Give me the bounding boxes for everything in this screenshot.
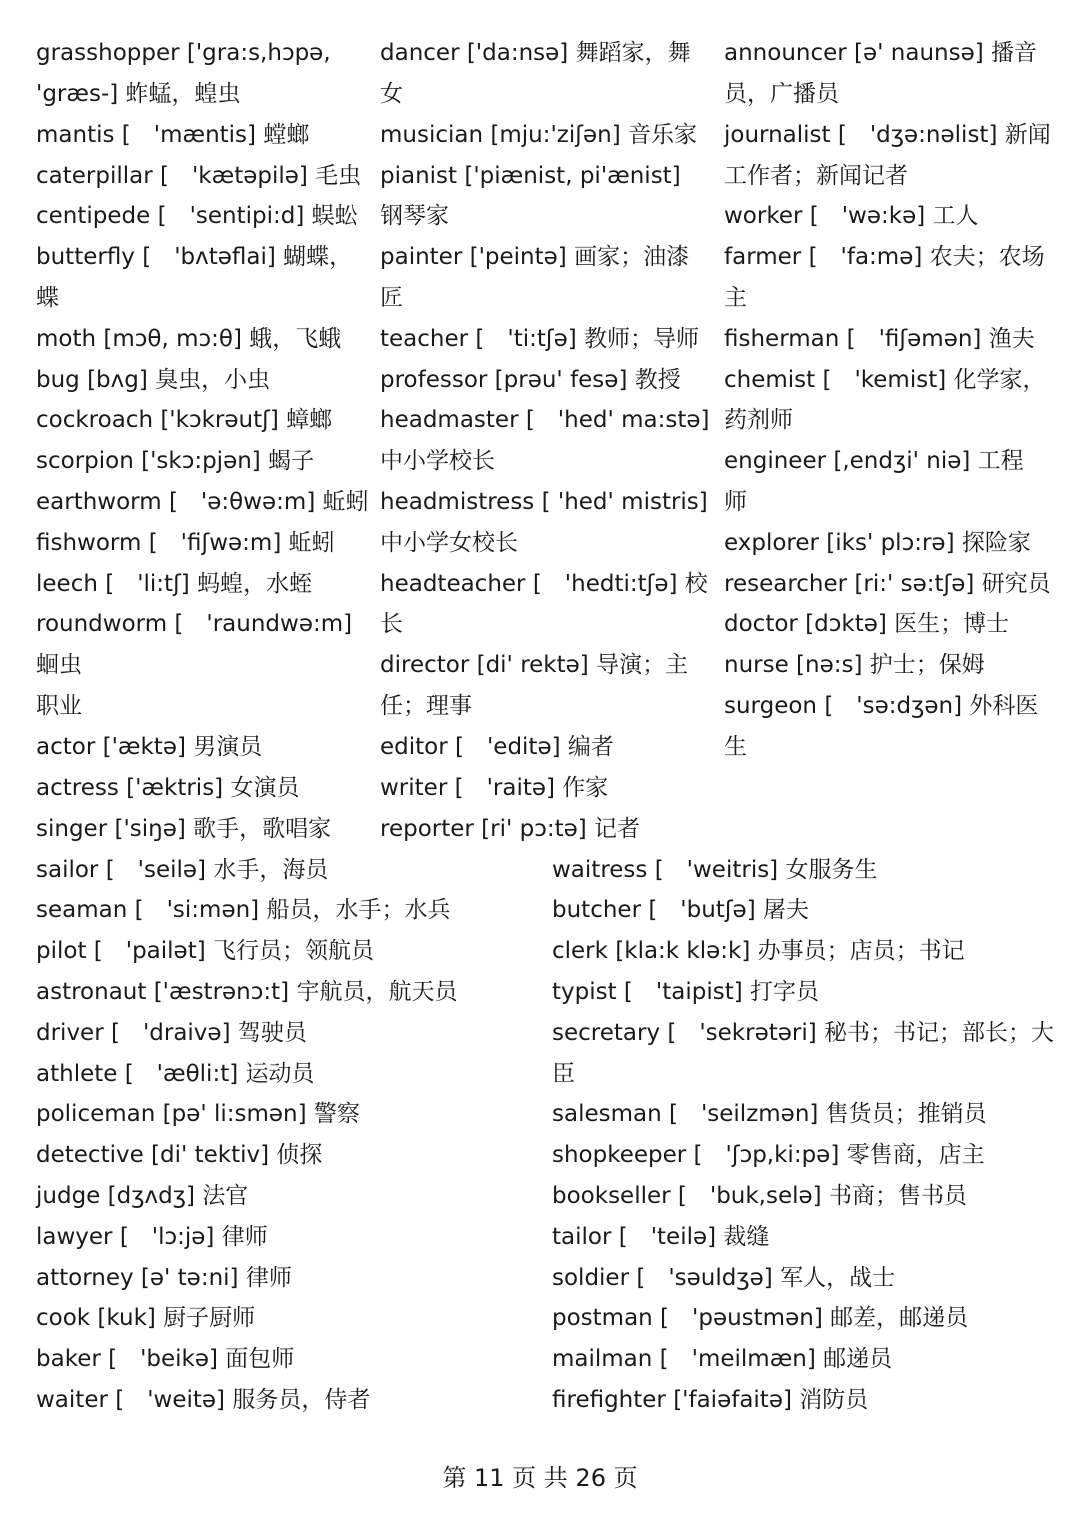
vocab-line: firefighter ['faiəfaitə] 消防员: [552, 1387, 869, 1413]
vocab-line: 主: [724, 285, 747, 311]
vocab-line: fishworm [ 'fiʃwə:m] 蚯蚓: [36, 530, 335, 556]
vocab-line: lawyer [ 'lɔ:jə] 律师: [36, 1224, 268, 1250]
vocab-line: 师: [724, 489, 747, 515]
vocab-line: shopkeeper [ 'ʃɔp,ki:pə] 零售商，店主: [552, 1142, 985, 1168]
vocab-line: 女: [380, 81, 403, 107]
vocab-line: leech [ 'li:tʃ] 蚂蝗，水蛭: [36, 571, 313, 597]
vocab-line: announcer [ə' naunsə] 播音: [724, 40, 1038, 66]
vocab-line: doctor [dɔktə] 医生；博士: [724, 611, 1010, 637]
vocab-line: 长: [380, 611, 403, 637]
vocab-line: chemist [ 'kemist] 化学家，: [724, 367, 1046, 393]
vocab-line: 蝶: [36, 285, 59, 311]
vocab-line: butcher [ 'butʃə] 屠夫: [552, 897, 809, 923]
vocab-line: pianist ['piænist, pi'ænist]: [380, 163, 681, 189]
vocab-line: farmer [ 'fa:mə] 农夫；农场: [724, 244, 1045, 270]
vocab-line: singer ['siŋə] 歌手，歌唱家: [36, 816, 332, 842]
vocab-line: dancer ['da:nsə] 舞蹈家，舞: [380, 40, 691, 66]
vocab-line: astronaut ['æstrənɔ:t] 宇航员，航天员: [36, 979, 458, 1005]
vocab-line: centipede [ 'sentipi:d] 蜈蚣: [36, 203, 358, 229]
vocab-line: waiter [ 'weitə] 服务员，侍者: [36, 1387, 371, 1413]
vocab-line: explorer [iks' plɔ:rə] 探险家: [724, 530, 1031, 556]
vocab-line: 'græs-] 蚱蜢，蝗虫: [36, 81, 241, 107]
vocab-line: baker [ 'beikə] 面包师: [36, 1346, 295, 1372]
vocab-line: tailor [ 'teilə] 裁缝: [552, 1224, 770, 1250]
vocab-line: attorney [ə' tə:ni] 律师: [36, 1265, 292, 1291]
vocab-line: 蛔虫: [36, 652, 82, 678]
vocab-line: headteacher [ 'hedti:tʃə] 校: [380, 571, 708, 597]
vocab-line: journalist [ 'dʒə:nəlist] 新闻: [724, 122, 1051, 148]
vocab-line: headmaster [ 'hed' ma:stə]: [380, 407, 710, 433]
vocab-line: musician [mju:'ziʃən] 音乐家: [380, 122, 697, 148]
vocab-line: fisherman [ 'fiʃəmən] 渔夫: [724, 326, 1035, 352]
vocab-line: typist [ 'taipist] 打字员: [552, 979, 820, 1005]
vocab-line: actress ['æktris] 女演员: [36, 775, 300, 801]
vocab-line: clerk [kla:k klə:k] 办事员；店员；书记: [552, 938, 965, 964]
vocab-line: scorpion ['skɔ:pjən] 蝎子: [36, 448, 315, 474]
vocab-line: cockroach ['kɔkrəutʃ] 蟑螂: [36, 407, 333, 433]
vocab-line: writer [ 'raitə] 作家: [380, 775, 609, 801]
vocab-line: roundworm [ 'raundwə:m]: [36, 611, 353, 637]
vocab-line: 钢琴家: [380, 203, 449, 229]
vocab-line: soldier [ 'səuldʒə] 军人，战士: [552, 1265, 896, 1291]
vocab-line: nurse [nə:s] 护士；保姆: [724, 652, 985, 678]
vocab-line: butterfly [ 'bʌtəflai] 蝴蝶，: [36, 244, 353, 270]
vocab-line: 中小学校长: [380, 448, 495, 474]
vocab-line: sailor [ 'seilə] 水手，海员: [36, 857, 329, 883]
vocab-line: athlete [ 'æθli:t] 运动员: [36, 1061, 315, 1087]
vocab-line: policeman [pə' li:smən] 警察: [36, 1101, 360, 1127]
vocab-line: driver [ 'draivə] 驾驶员: [36, 1020, 307, 1046]
vocab-line: bookseller [ 'buk,selə] 书商；售书员: [552, 1183, 967, 1209]
vocab-line: director [di' rektə] 导演；主: [380, 652, 689, 678]
vocab-line: 生: [724, 734, 747, 760]
vocab-line: cook [kuk] 厨子厨师: [36, 1305, 256, 1331]
vocab-line: reporter [ri' pɔ:tə] 记者: [380, 816, 641, 842]
vocab-line: pilot [ 'pailət] 飞行员；领航员: [36, 938, 375, 964]
vocab-line: 任；理事: [380, 693, 472, 719]
vocab-line: engineer [,endʒi' niə] 工程: [724, 448, 1024, 474]
vocab-line: moth [mɔθ, mɔ:θ] 蛾，飞蛾: [36, 326, 342, 352]
vocab-line: professor [prəu' fesə] 教授: [380, 367, 681, 393]
vocab-line: seaman [ 'si:mən] 船员，水手；水兵: [36, 897, 451, 923]
vocab-line: bug [bʌg] 臭虫，小虫: [36, 367, 271, 393]
vocab-line: teacher [ 'ti:tʃə] 教师；导师: [380, 326, 700, 352]
vocab-line: researcher [ri:' sə:tʃə] 研究员: [724, 571, 1051, 597]
vocab-line: waitress [ 'weitris] 女服务生: [552, 857, 878, 883]
vocab-line: judge [dʒʌdʒ] 法官: [36, 1183, 249, 1209]
vocab-line: painter ['peintə] 画家；油漆: [380, 244, 690, 270]
vocab-line: earthworm [ 'ə:θwə:m] 蚯蚓: [36, 489, 369, 515]
vocab-line: detective [di' tektiv] 侦探: [36, 1142, 323, 1168]
section-heading: 职业: [36, 693, 82, 719]
vocab-line: mantis [ 'mæntis] 螳螂: [36, 122, 310, 148]
vocab-line: 员，广播员: [724, 81, 839, 107]
vocab-line: postman [ 'pəustmən] 邮差，邮递员: [552, 1305, 969, 1331]
vocab-line: 臣: [552, 1061, 575, 1087]
vocab-line: mailman [ 'meilmæn] 邮递员: [552, 1346, 893, 1372]
vocab-line: surgeon [ 'sə:dʒən] 外科医: [724, 693, 1039, 719]
vocab-line: salesman [ 'seilzmən] 售货员；推销员: [552, 1101, 987, 1127]
vocab-line: 匠: [380, 285, 403, 311]
vocab-line: 工作者；新闻记者: [724, 163, 908, 189]
vocab-line: 药剂师: [724, 407, 793, 433]
vocab-line: actor ['æktə] 男演员: [36, 734, 263, 760]
vocab-line: headmistress [ 'hed' mistris]: [380, 489, 708, 515]
vocab-line: worker [ 'wə:kə] 工人: [724, 203, 979, 229]
vocab-line: grasshopper ['gra:s,hɔpə,: [36, 40, 331, 66]
vocab-line: editor [ 'editə] 编者: [380, 734, 614, 760]
vocab-line: 中小学女校长: [380, 530, 518, 556]
vocab-line: secretary [ 'sekrətəri] 秘书；书记；部长；大: [552, 1020, 1055, 1046]
vocab-line: caterpillar [ 'kætəpilə] 毛虫: [36, 163, 362, 189]
page-number: 第 11 页 共 26 页: [442, 1464, 638, 1492]
